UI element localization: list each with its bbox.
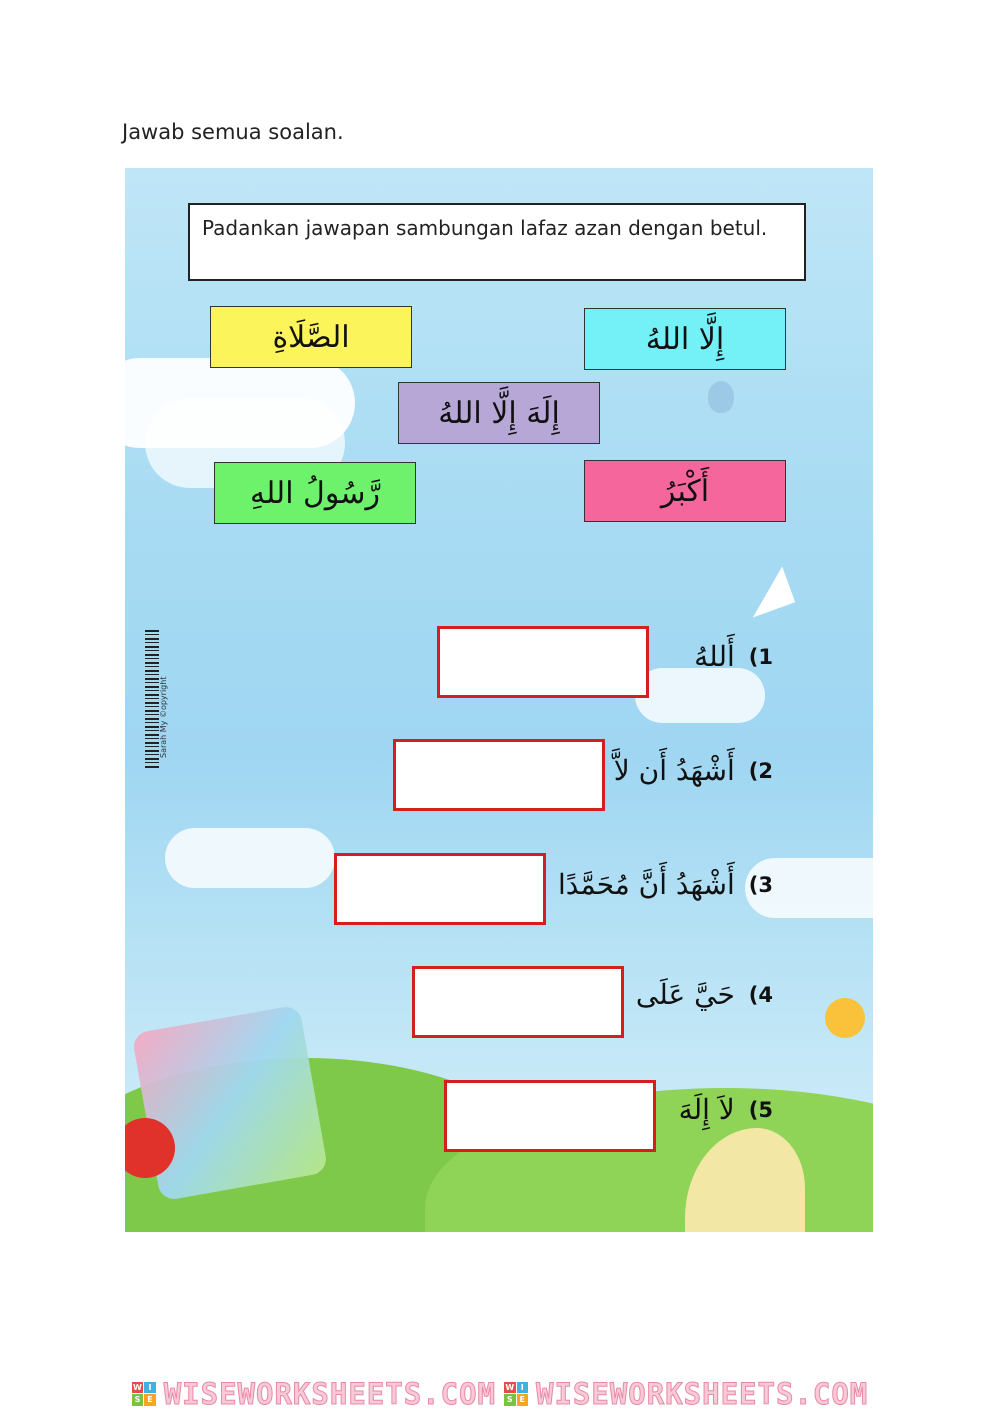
instruction-text: Jawab semua soalan.: [122, 120, 344, 144]
footer-text: WISEWORKSHEETS.COM: [536, 1376, 869, 1411]
question-number: 4): [748, 982, 773, 1007]
option-card-illallah[interactable]: إِلَّا اللهُ: [584, 308, 786, 370]
barcode: [145, 630, 159, 770]
wiseworksheets-logo-icon: [504, 1382, 528, 1406]
question-row-2: [614, 754, 773, 787]
question-text: أَللهُ: [694, 640, 735, 673]
footer-text: WISEWORKSHEETS.COM: [163, 1376, 496, 1411]
option-card-akbar[interactable]: أَكْبَرُ: [584, 460, 786, 522]
logo-letter: W: [505, 1382, 515, 1392]
logo-letter: I: [144, 1382, 156, 1394]
question-text: أَشْهَدُ أَن لاَّ: [613, 754, 735, 787]
balloon-icon: [708, 381, 734, 413]
logo-letter: E: [144, 1394, 156, 1406]
logo-letter: I: [517, 1382, 529, 1394]
question-number: 1): [748, 644, 773, 669]
question-number: 3): [748, 872, 773, 897]
answer-box-3[interactable]: [334, 853, 546, 925]
cloud-decoration: [165, 828, 335, 888]
question-box: Padankan jawapan sambungan lafaz azan dengan betul.: [188, 203, 806, 281]
logo-letter: E: [517, 1394, 529, 1406]
logo-letter: W: [133, 1382, 142, 1392]
paper-plane-icon: [740, 566, 795, 617]
question-text: لاَ إِلَهَ: [678, 1093, 735, 1126]
logo-letter: S: [132, 1394, 144, 1406]
wiseworksheets-logo-icon: [132, 1382, 156, 1406]
sun-decoration: [825, 998, 865, 1038]
logo-letter: S: [504, 1394, 516, 1406]
answer-box-2[interactable]: [393, 739, 605, 811]
question-text: حَيَّ عَلَى: [635, 978, 735, 1011]
cloud-decoration: [635, 668, 765, 723]
question-row-1: [694, 640, 773, 673]
option-card-ilaha-illallah[interactable]: إِلَهَ إِلَّا اللهُ: [398, 382, 600, 444]
option-card-rasulullah[interactable]: رَّسُولُ اللهِ: [214, 462, 416, 524]
question-row-4: [636, 978, 773, 1011]
answer-box-5[interactable]: [444, 1080, 656, 1152]
question-number: 2): [748, 758, 773, 783]
worksheet-panel: [125, 168, 873, 1232]
copyright-text: Sarah My ©opyright: [159, 676, 168, 758]
question-number: 5): [748, 1097, 773, 1122]
option-card-solah[interactable]: الصَّلَاةِ: [210, 306, 412, 368]
question-text: أَشْهَدُ أَنَّ مُحَمَّدًا: [558, 868, 735, 901]
question-row-5: [679, 1093, 773, 1126]
question-row-3: [558, 868, 773, 901]
footer-watermark: [0, 1374, 1000, 1413]
answer-box-1[interactable]: [437, 626, 649, 698]
answer-box-4[interactable]: [412, 966, 624, 1038]
